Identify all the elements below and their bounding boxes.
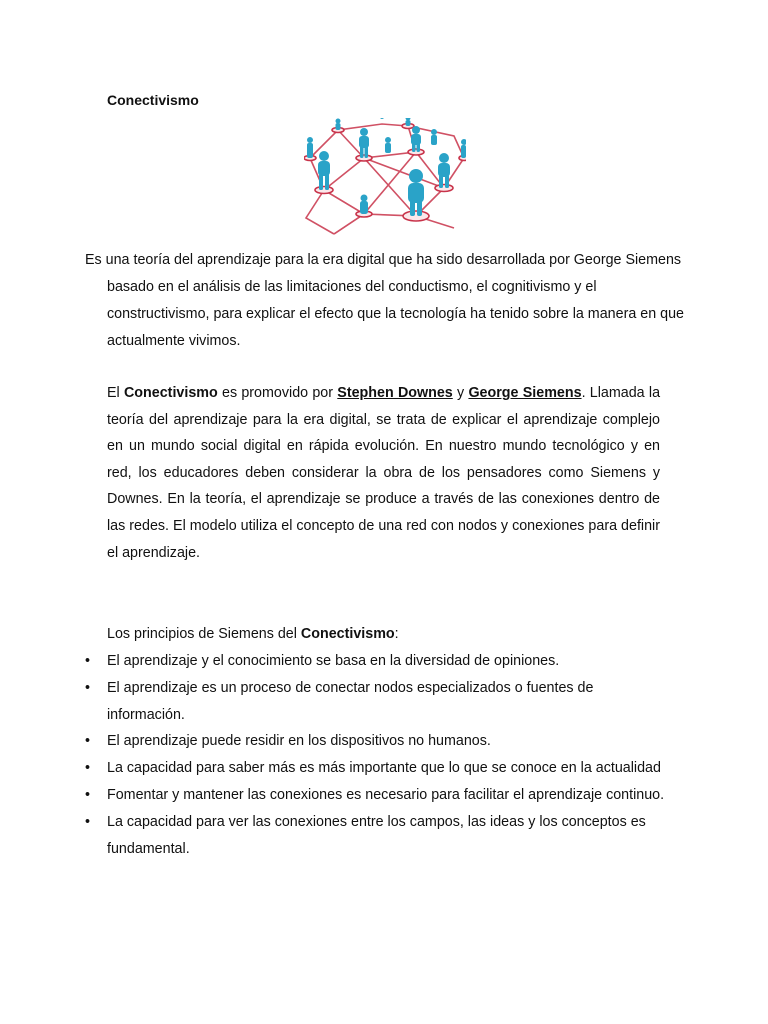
para-promoted: es promovido por	[217, 385, 338, 401]
principles-term: Conectivismo	[300, 626, 395, 642]
list-item: • El aprendizaje es un proceso de conectar nodos especializados o fuentes de información.	[107, 675, 667, 729]
principles-colon: :	[394, 626, 399, 642]
para-rest: . Llamada la teoría del aprendizaje para la era digital, se trata de explicar el aprendizaje complejo en un mundo social digital en rápida evolución. En nuestro mundo tecnológico y en red, los educadores deben considerar la obra de los pensadores como Siemens y Downes. En la teoría, el aprendizaje se produce a través de las conexiones dentro de las redes. El modelo utiliza el concepto de una red con nodos y conexiones para definir el aprendizaje.	[107, 385, 661, 561]
principles-lead: Los principios de Siemens del	[107, 626, 301, 642]
list-item: • Fomentar y mantener las conexiones es necesario para facilitar el aprendizaje continuo.	[107, 782, 667, 809]
list-item: • El aprendizaje y el conocimiento se basa en la diversidad de opiniones.	[107, 648, 667, 675]
list-item: • La capacidad para saber más es más importante que lo que se conoce en la actualidad	[107, 755, 667, 782]
page-title: Conectivismo	[107, 92, 199, 108]
list-item: • El aprendizaje puede residir en los dispositivos no humanos.	[107, 728, 667, 755]
intro-paragraph: Es una teoría del aprendizaje para la era digital que ha sido desarrollada por George Siemens basado en el análisis de las limitaciones del conductismo, el cognitivismo y el constructivismo, para explicar el efecto que la tecnología ha tenido sobre la manera en que actualmente vivimos.	[85, 252, 684, 349]
term-conectivismo: Conectivismo	[123, 385, 218, 401]
author-downes-link[interactable]: Stephen Downes	[337, 385, 453, 401]
list-item: • La capacidad para ver las conexiones entre los campos, las ideas y los conceptos es fundamental.	[107, 809, 667, 863]
para-el: El	[107, 385, 124, 401]
principles-list	[107, 648, 667, 862]
para-and: y	[452, 385, 469, 401]
people-network-icon	[304, 118, 466, 236]
author-siemens-link[interactable]: George Siemens	[468, 385, 582, 401]
principles-intro	[107, 621, 667, 648]
body-paragraph	[107, 380, 660, 566]
